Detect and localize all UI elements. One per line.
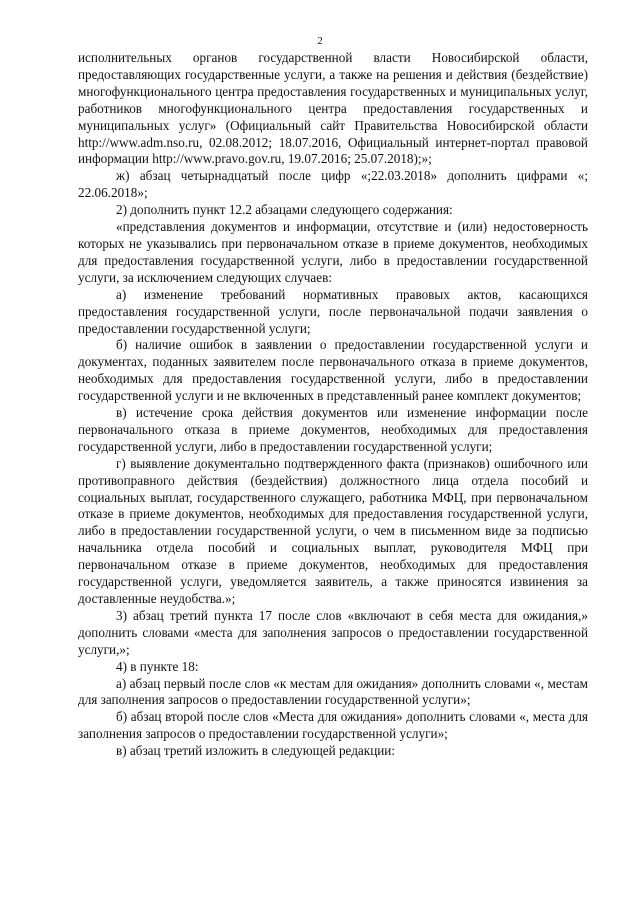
paragraph: 3) абзац третий пункта 17 после слов «включают в себя места для ожидания,» дополнить словами «места для заполнения запросов о предоставлении государственной услуги,»;	[78, 607, 588, 657]
paragraph: ж) абзац четырнадцатый после цифр «;22.03.2018» дополнить цифрами «; 22.06.2018»;	[78, 168, 588, 201]
paragraph: 4) в пункте 18:	[116, 658, 199, 674]
paragraph: исполнительных органов государственной власти Новосибирской области, предоставляющих государственные услуги, а также на решения и действия (бездействие) многофункционального центра предоставления государственных и муниципальных услуг, работников многофункционального центра предоставления государственных и муниципальных услуг» (Официальный сайт Правительства Новосибирской области http://www.adm.nso.ru, 02.08.2012; 18.07.2016, Официальный интернет-портал правовой информации http://www.pravo.gov.ru, 19.07.2016; 25.07.2018);»;	[78, 50, 588, 167]
paragraph: в) абзац третий изложить в следующей редакции:	[116, 743, 396, 759]
paragraph: 2) дополнить пункт 12.2 абзацами следующего содержания:	[116, 202, 453, 218]
document-body	[78, 50, 588, 760]
paragraph: в) истечение срока действия документов или изменение информации после первоначального отказа в приеме документов, необходимых для предоставления государственной услуги, либо в предоставлении государственной услуги;	[78, 405, 588, 454]
paragraph: г) выявление документально подтвержденного факта (признаков) ошибочного или противоправного действия (бездействия) должностного лица отдела пособий и социальных выплат, государственного служащего, работника МФЦ, при первоначальном отказе в приеме документов, необходимых для предоставления государственной услуги, либо в предоставлении государственной услуги, о чем в письменном виде за подписью начальника отдела пособий и социальных выплат, руководителя МФЦ при первоначальном отказе в приеме документов, необходимых для предоставления государственной услуги, уведомляется заявитель, а также приносятся извинения за доставленные неудобства.»;	[78, 455, 588, 606]
page-number: 2	[317, 35, 323, 47]
paragraph: «представления документов и информации, отсутствие и (или) недостоверность которых не указывались при первоначальном отказе в приеме документов, необходимых для предоставления государственной услуги, либо в предоставлении государственной услуги, за исключением следующих случаев:	[78, 219, 588, 285]
paragraph: б) наличие ошибок в заявлении о предоставлении государственной услуги и документах, поданных заявителем после первоначального отказа в приеме документов, необходимых для предоставления государственной услуги, либо в предоставлении государственной услуги и не включенных в представленный ранее комплект документов;	[78, 337, 588, 404]
paragraph: б) абзац второй после слов «Места для ожидания» дополнить словами «, места для заполнения запросов о предоставлении государственной услуги»;	[78, 709, 588, 742]
paragraph: а) абзац первый после слов «к местам для ожидания» дополнить словами «, местам для заполнения запросов о предоставлении государственной услуги»;	[78, 675, 588, 708]
paragraph: а) изменение требований нормативных правовых актов, касающихся предоставления государственной услуги, после первоначальной подачи заявления о предоставлении государственной услуги;	[78, 286, 588, 336]
